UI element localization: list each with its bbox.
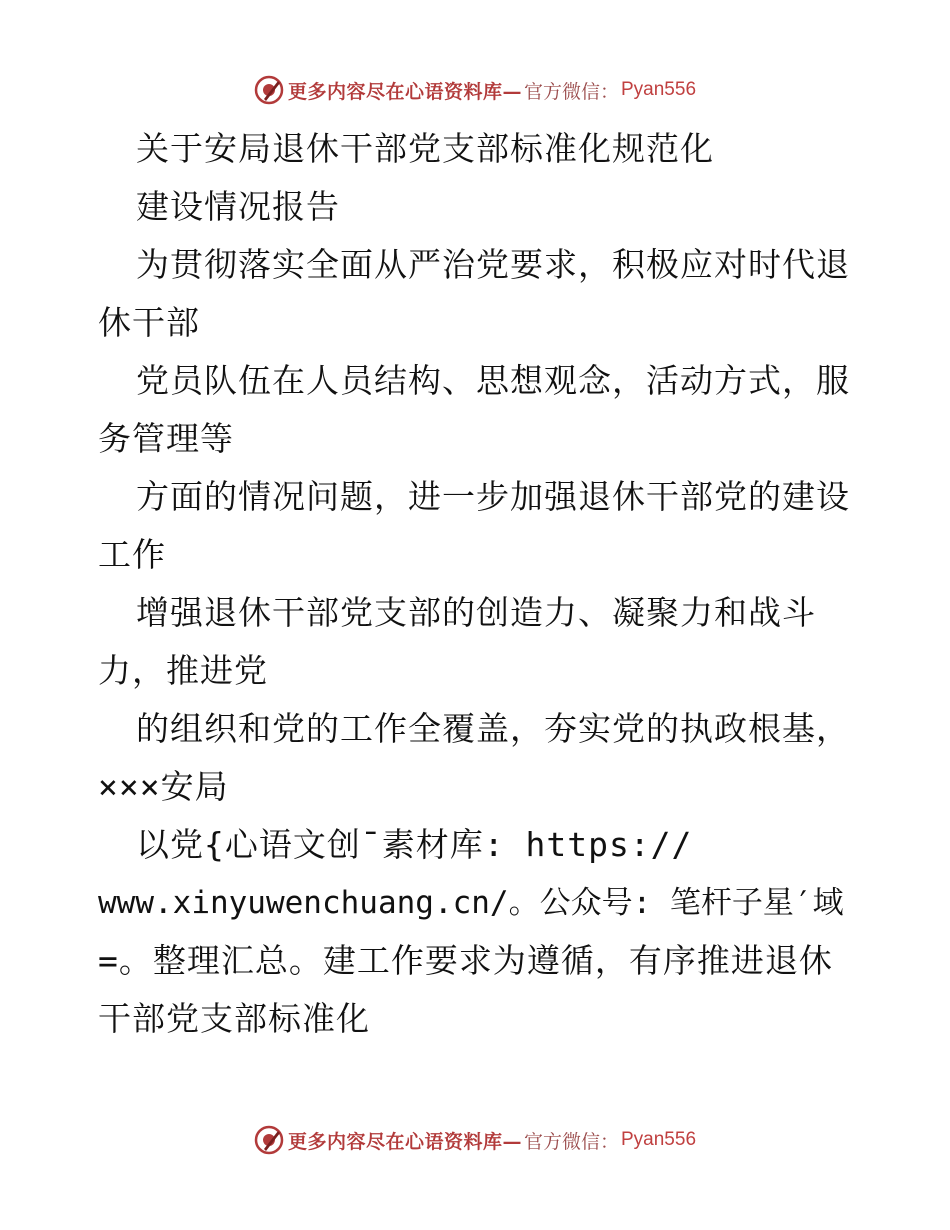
document-line: 以党{心语文创¯素材库: https:// [136, 825, 693, 864]
document-line: ×××安局 [98, 767, 229, 806]
document-line: 干部党支部标准化 [98, 999, 370, 1038]
document-line: 力，推进党 [98, 651, 268, 690]
watermark-wechat-id: Pyan556 [621, 1129, 697, 1150]
document-line: www.xinyuwenchuang.cn/。公众号: 笔杆子星′域 [98, 885, 844, 921]
quill-logo-icon [254, 75, 284, 105]
document-line: 为贯彻落实全面从严治党要求，积极应对时代退 [136, 245, 850, 284]
document-line: 建设情况报告 [136, 187, 340, 226]
watermark-text: 更多内容尽在心语资料库— [287, 80, 522, 103]
quill-logo-icon [254, 1125, 284, 1155]
document-line: 增强退休干部党支部的创造力、凝聚力和战斗 [136, 593, 816, 632]
document-line: 党员队伍在人员结构、思想观念，活动方式，服 [136, 361, 850, 400]
document-line: 方面的情况问题，进一步加强退休干部党的建设 [136, 477, 850, 516]
watermark-wechat-label: 官方微信： [523, 1130, 619, 1153]
document-body [98, 120, 858, 1048]
watermark-wechat-label: 官方微信： [523, 80, 619, 103]
watermark-wechat-id: Pyan556 [621, 79, 697, 100]
document-line: 休干部 [98, 303, 200, 342]
watermark-text: 更多内容尽在心语资料库— [287, 1130, 522, 1153]
document-line: 关于安局退休干部党支部标准化规范化 [136, 129, 714, 168]
document-line: 的组织和党的工作全覆盖，夯实党的执政根基， [136, 709, 850, 748]
document-line: =。整理汇总。建工作要求为遵循，有序推进退休 [98, 941, 833, 980]
document-line: 工作 [98, 535, 166, 574]
document-line: 务管理等 [98, 419, 234, 458]
watermark-footer [0, 1120, 950, 1160]
watermark-header [0, 70, 950, 110]
